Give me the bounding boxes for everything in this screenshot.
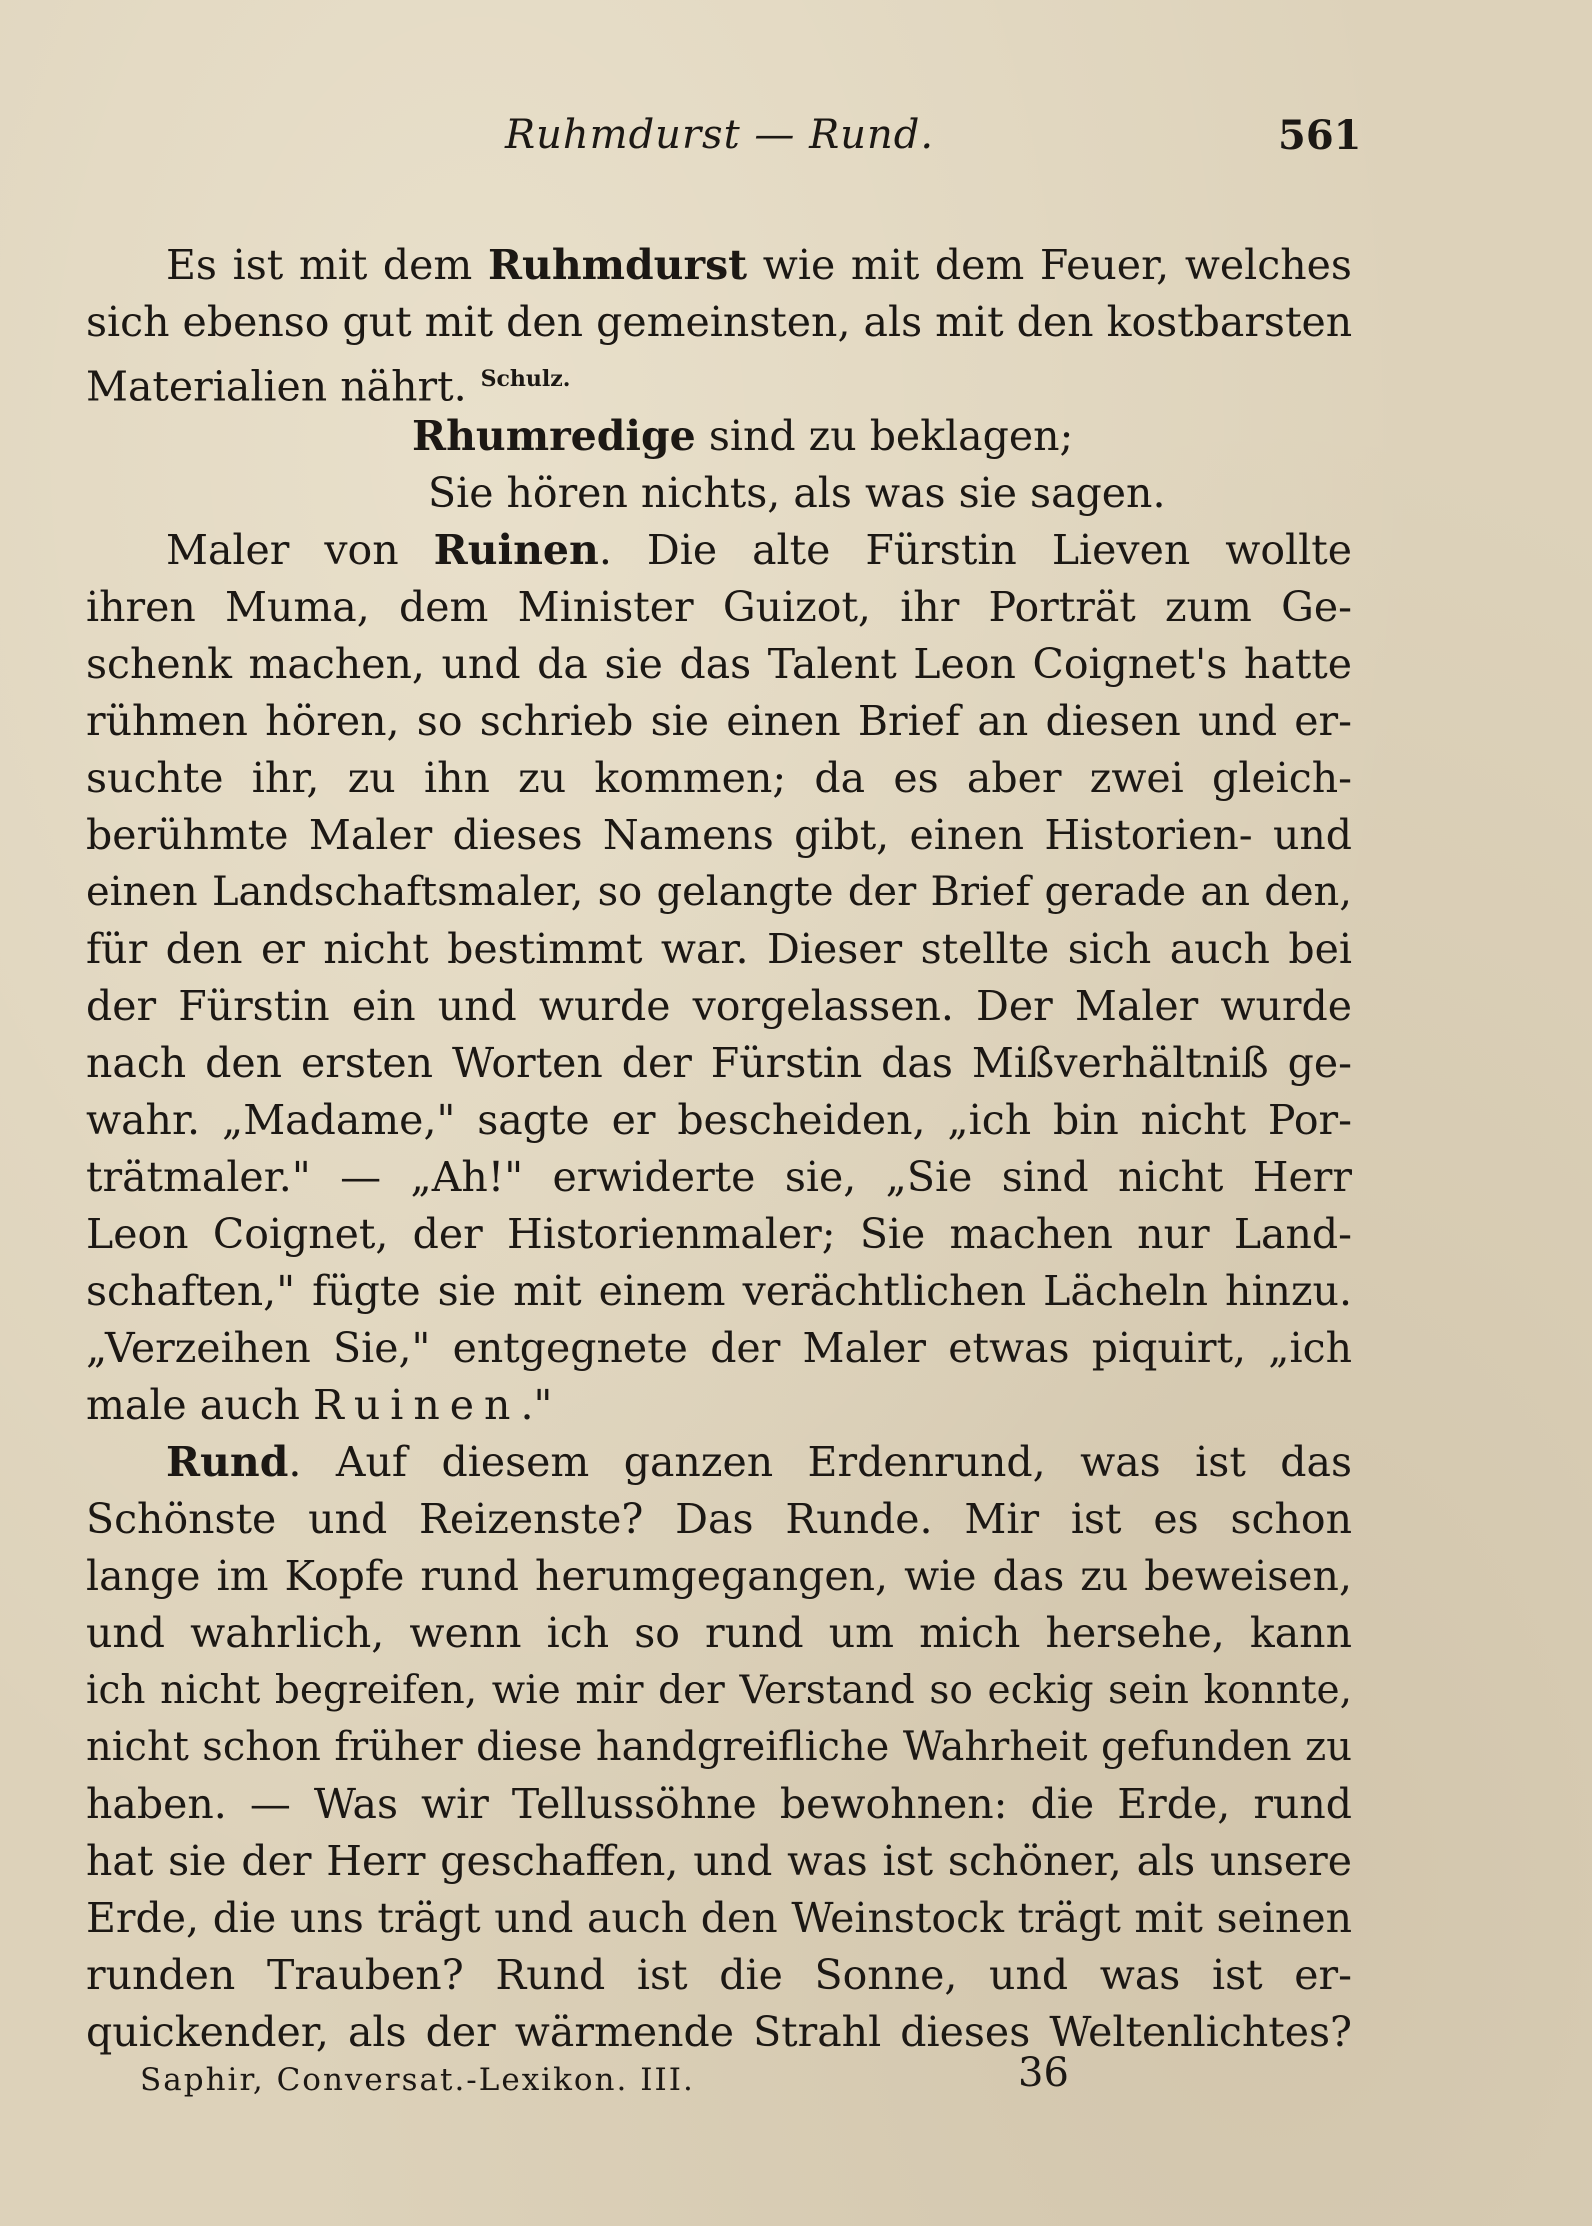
text-line: hat sie der Herr geschaffen, und was ist schöner, als unsere (86, 1837, 1352, 1885)
text-line: suchte ihr, zu ihn zu kommen; da es aber zwei gleich- (86, 754, 1352, 802)
entry-keyword: Rund (166, 1438, 289, 1486)
text-line: berühmte Maler dieses Namens gibt, einen Historien- und (86, 811, 1352, 859)
text-line: haben. — Was wir Tellussöhne bewohnen: die Erde, rund (86, 1780, 1352, 1828)
quote-author: Schulz. (480, 366, 571, 392)
entry-keyword: Ruinen (433, 526, 599, 574)
text-line: schaften," fügte sie mit einem verächtlichen Lächeln hinzu. (86, 1267, 1352, 1315)
text-line: Es ist mit dem Ruhmdurst wie mit dem Feuer, welches (166, 241, 1352, 289)
entry-keyword: Rhumredige (412, 412, 696, 460)
text-line: und wahrlich, wenn ich so rund um mich hersehe, kann (86, 1609, 1352, 1657)
text-line: Maler von Ruinen. Die alte Fürstin Lieven wollte (166, 526, 1352, 574)
text-line: sich ebenso gut mit den gemeinsten, als mit den kostbarsten (86, 298, 1352, 346)
text-line: ich nicht begreifen, wie mir der Verstand so eckig sein konnte, (86, 1668, 1352, 1713)
text-line: „Verzeihen Sie," entgegnete der Maler etwas piquirt, „ich (86, 1324, 1352, 1372)
text-line: für den er nicht bestimmt war. Dieser stellte sich auch bei (86, 925, 1352, 973)
text-line: Erde, die uns trägt und auch den Weinstock trägt mit seinen (86, 1894, 1352, 1942)
text-line: trätmaler." — „Ah!" erwiderte sie, „Sie sind nicht Herr (86, 1153, 1352, 1201)
text-line: schenk machen, und da sie das Talent Leon Coignet's hatte (86, 640, 1352, 688)
spaced-emphasis: Ruinen (313, 1381, 521, 1429)
text-line: lange im Kopfe rund herumgegangen, wie das zu beweisen, (86, 1552, 1352, 1600)
text-line: Rund. Auf diesem ganzen Erdenrund, was ist das (166, 1438, 1352, 1486)
verse-line-2: Sie hören nichts, als was sie sagen. (428, 469, 1166, 517)
text-line: male auch Ruinen." (86, 1381, 553, 1429)
text-line: runden Trauben? Rund ist die Sonne, und was ist er- (86, 1951, 1352, 1999)
text-line: rühmen hören, so schrieb sie einen Brief an diesen und er- (86, 697, 1352, 745)
text-line: wahr. „Madame," sagte er bescheiden, „ich bin nicht Por- (86, 1096, 1352, 1144)
paragraph-rund (86, 1434, 1352, 2061)
running-title: Ruhmdurst — Rund. (505, 112, 935, 158)
printer-signature: Saphir, Conversat.-Lexikon. III. (140, 2062, 695, 2098)
text-line: nach den ersten Worten der Fürstin das Mißverhältniß ge- (86, 1039, 1352, 1087)
paragraph-ruhmdurst (86, 237, 1352, 416)
text-line: nicht schon früher diese handgreifliche Wahrheit gefunden zu (86, 1724, 1352, 1770)
verse-line-1: Rhumredige sind zu beklagen; (412, 412, 1074, 460)
text-line: einen Landschaftsmaler, so gelangte der Brief gerade an den, (86, 869, 1352, 915)
text-line: quickender, als der wärmende Strahl dieses Weltenlichtes? (86, 2008, 1352, 2056)
text-line: der Fürstin ein und wurde vorgelassen. Der Maler wurde (86, 982, 1352, 1030)
text-line: Materialien nährt. $^{Schulz.}$ (86, 362, 571, 411)
text-line: Schönste und Reizenste? Das Runde. Mir ist es schon (86, 1495, 1352, 1543)
sheet-number: 36 (1018, 2050, 1069, 2096)
text-line: ihren Muma, dem Minister Guizot, ihr Porträt zum Ge- (86, 583, 1352, 631)
text-line: Leon Coignet, der Historienmaler; Sie machen nur Land- (86, 1210, 1352, 1258)
page-number: 561 (1278, 112, 1362, 159)
entry-keyword: Ruhmdurst (487, 241, 748, 289)
paragraph-ruinen (86, 522, 1352, 1434)
